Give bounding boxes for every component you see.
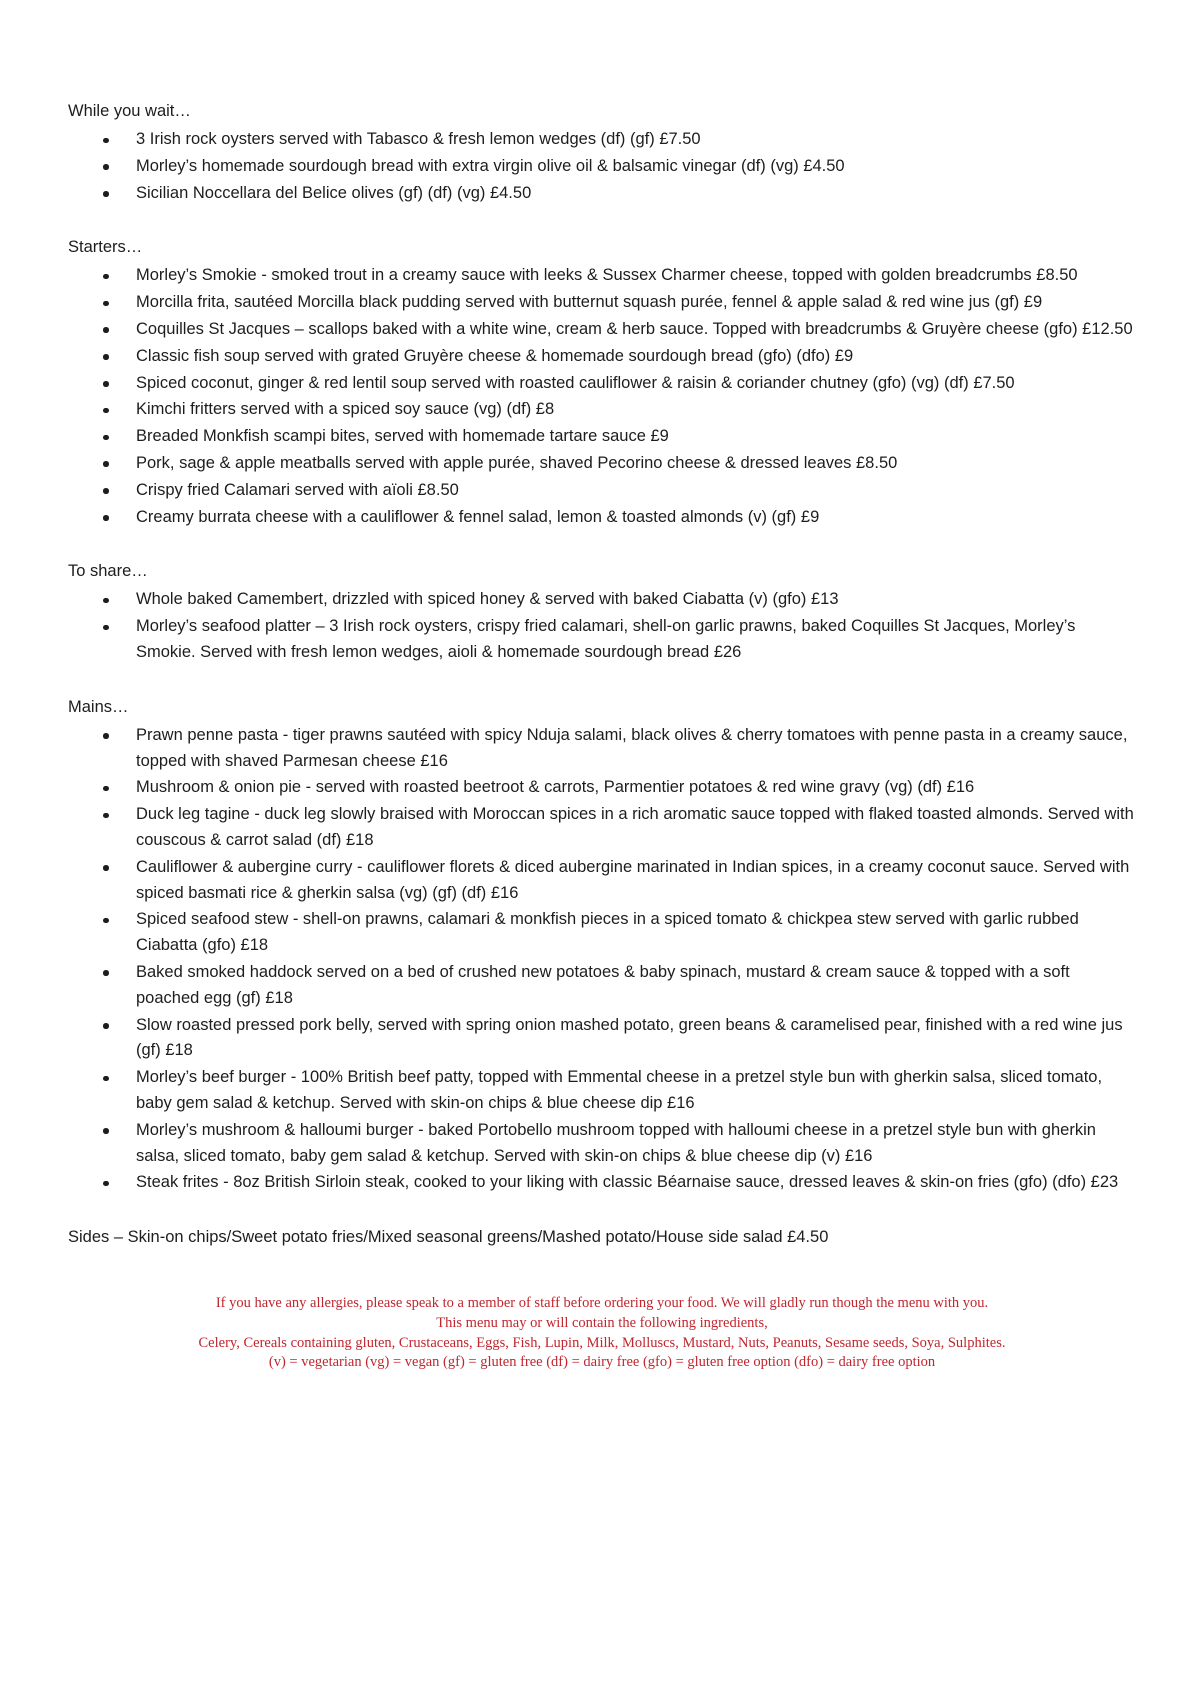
allergy-notice-line: Celery, Cereals containing gluten, Crustaceans, Eggs, Fish, Lupin, Milk, Molluscs, Mustard, Nuts, Peanuts, Sesame seeds, Soya, Sulphites.: [198, 1334, 1006, 1351]
menu-item: Mushroom & onion pie - served with roasted beetroot & carrots, Parmentier potatoes & red wine gravy (vg) (df) £16: [136, 775, 1136, 801]
section-heading-to-share: To share…: [68, 562, 148, 581]
menu-item: 3 Irish rock oysters served with Tabasco & fresh lemon wedges (df) (gf) £7.50: [136, 127, 1136, 153]
menu-item: Breaded Monkfish scampi bites, served with homemade tartare sauce £9: [136, 424, 1136, 450]
menu-item: Morcilla frita, sautéed Morcilla black pudding served with butternut squash purée, fennel & apple salad & red wine jus (gf) £9: [136, 290, 1136, 316]
menu-item: Duck leg tagine - duck leg slowly braised with Moroccan spices in a rich aromatic sauce topped with flaked toasted almonds. Served with couscous & carrot salad (df) £18: [136, 802, 1136, 854]
allergy-notice-line: This menu may or will contain the following ingredients,: [436, 1314, 768, 1331]
menu-item: Crispy fried Calamari served with aïoli £8.50: [136, 478, 1136, 504]
menu-item: Morley’s homemade sourdough bread with extra virgin olive oil & balsamic vinegar (df) (vg) £4.50: [136, 154, 1136, 180]
menu-item: Creamy burrata cheese with a cauliflower & fennel salad, lemon & toasted almonds (v) (gf) £9: [136, 505, 1136, 531]
menu-item: Morley’s seafood platter – 3 Irish rock oysters, crispy fried calamari, shell-on garlic prawns, baked Coquilles St Jacques, Morley’s Smokie. Served with fresh lemon wedges, aioli & homemade sourdough bread £26: [136, 614, 1136, 666]
section-heading-while-you-wait: While you wait…: [68, 102, 191, 120]
allergy-notice: [68, 1294, 1136, 1373]
menu-item: Cauliflower & aubergine curry - cauliflower florets & diced aubergine marinated in Indian spices, in a creamy coconut sauce. Served with spiced basmati rice & gherkin salsa (vg) (gf) (df) £16: [136, 855, 1136, 907]
menu-item: Classic fish soup served with grated Gruyère cheese & homemade sourdough bread (gfo) (dfo) £9: [136, 344, 1136, 370]
section-starters: [68, 234, 1136, 530]
allergy-notice-line: If you have any allergies, please speak to a member of staff before ordering your food. We will gladly run though the menu with you.: [215, 1295, 989, 1312]
menu-item: Morley’s Smokie - smoked trout in a creamy sauce with leeks & Sussex Charmer cheese, topped with golden breadcrumbs £8.50: [136, 263, 1136, 289]
menu-item: Spiced coconut, ginger & red lentil soup served with roasted cauliflower & raisin & coriander chutney (gfo) (vg) (df) £7.50: [136, 371, 1136, 397]
menu-item: Baked smoked haddock served on a bed of crushed new potatoes & baby spinach, mustard & cream sauce & topped with a soft poached egg (gf) £18: [136, 960, 1136, 1012]
menu-item: Whole baked Camembert, drizzled with spiced honey & served with baked Ciabatta (v) (gfo) £13: [136, 587, 1136, 613]
menu-item: Morley’s mushroom & halloumi burger - baked Portobello mushroom topped with halloumi cheese in a pretzel style bun with gherkin salsa, sliced tomato, baby gem salad & ketchup. Served with skin-on chips & blue cheese dip (v) £16: [136, 1118, 1136, 1170]
section-heading-starters: Starters…: [68, 238, 143, 257]
starters-items: [68, 263, 1136, 530]
menu-item: Prawn penne pasta - tiger prawns sautéed with spicy Nduja salami, black olives & cherry tomatoes with penne pasta in a creamy sauce, topped with shaved Parmesan cheese £16: [136, 723, 1136, 775]
menu-item: Sicilian Noccellara del Belice olives (gf) (df) (vg) £4.50: [136, 181, 1136, 207]
menu-item: Coquilles St Jacques – scallops baked with a white wine, cream & herb sauce. Topped with breadcrumbs & Gruyère cheese (gfo) £12.50: [136, 317, 1136, 343]
section-to-share: [68, 558, 1136, 665]
sides-line: Sides – Skin-on chips/Sweet potato fries/Mixed seasonal greens/Mashed potato/House side salad £4.50: [68, 1228, 829, 1247]
menu-item: Morley’s beef burger - 100% British beef patty, topped with Emmental cheese in a pretzel style bun with gherkin salsa, sliced tomato, baby gem salad & ketchup. Served with skin-on chips & blue cheese dip £16: [136, 1065, 1136, 1117]
while-you-wait-items: [68, 127, 1136, 206]
section-while-you-wait: [68, 98, 1136, 206]
menu-item: Pork, sage & apple meatballs served with apple purée, shaved Pecorino cheese & dressed leaves £8.50: [136, 451, 1136, 477]
menu-item: Steak frites - 8oz British Sirloin steak, cooked to your liking with classic Béarnaise sauce, dressed leaves & skin-on fries (gfo) (dfo) £23: [136, 1170, 1136, 1196]
section-heading-mains: Mains…: [68, 697, 129, 716]
menu-item: Slow roasted pressed pork belly, served with spring onion mashed potato, green beans & caramelised pear, finished with a red wine jus (gf) £18: [136, 1013, 1136, 1065]
menu-item: Kimchi fritters served with a spiced soy sauce (vg) (df) £8: [136, 397, 1136, 423]
section-mains: [68, 694, 1136, 1196]
allergy-notice-line: (v) = vegetarian (vg) = vegan (gf) = gluten free (df) = dairy free (gfo) = gluten free option (dfo) = dairy free option: [268, 1354, 936, 1371]
to-share-items: [68, 587, 1136, 665]
mains-items: [68, 723, 1136, 1196]
menu-item: Spiced seafood stew - shell-on prawns, calamari & monkfish pieces in a spiced tomato & chickpea stew served with garlic rubbed Ciabatta (gfo) £18: [136, 907, 1136, 959]
